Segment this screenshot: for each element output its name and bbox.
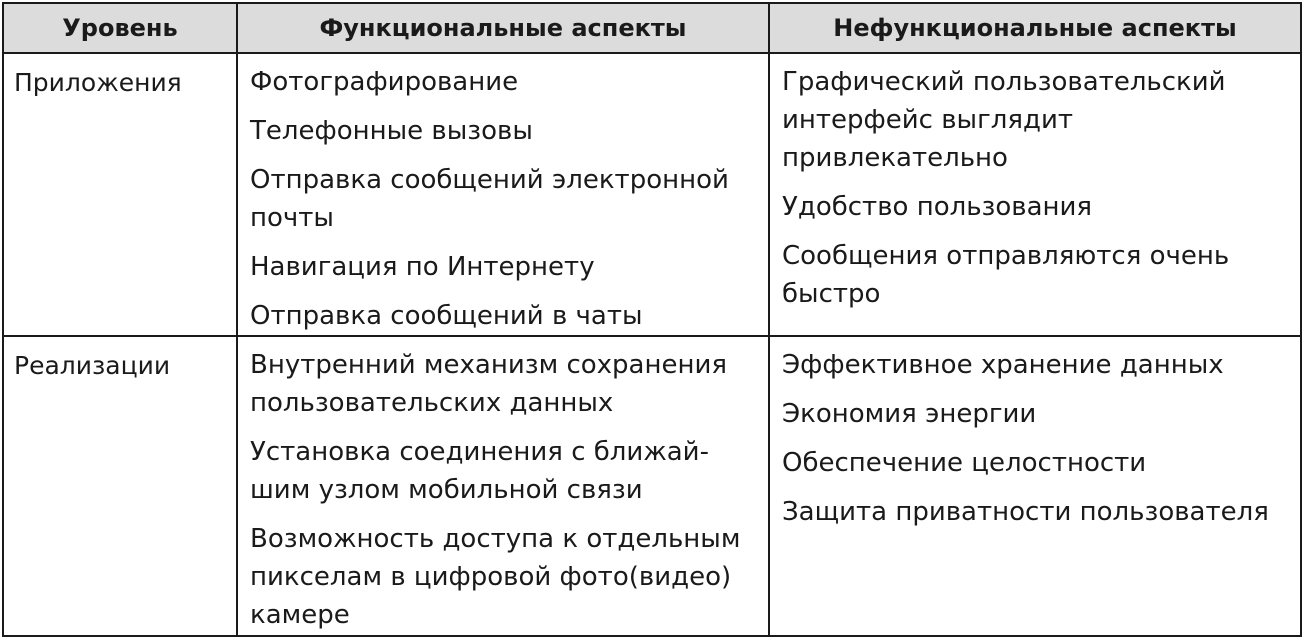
item-line: почты (250, 203, 334, 233)
item-line: Установка соединения с ближай- (250, 437, 709, 467)
level-cell: Реализации (3, 336, 237, 636)
list-item (782, 237, 1288, 313)
list-item (250, 297, 756, 335)
aspects-table (2, 2, 1302, 637)
item-line: Обеспечение целостности (782, 448, 1147, 478)
item-line: интерфейс выглядит (782, 105, 1074, 135)
functional-cell (237, 336, 769, 636)
item-line: пользовательских данных (250, 388, 614, 418)
item-line: Отправка сообщений электронной (250, 165, 729, 195)
list-item (250, 112, 756, 150)
item-line: Защита приватности пользователя (782, 497, 1269, 527)
list-item (250, 520, 756, 634)
list-item (250, 433, 756, 509)
item-line: Экономия энергии (782, 399, 1037, 429)
item-line: Возможность доступа к отдельным (250, 524, 741, 554)
item-line: Отправка сообщений в чаты (250, 301, 643, 331)
item-line: камере (250, 600, 350, 630)
item-line: Эффективное хранение данных (782, 350, 1224, 380)
item-line: пикселам в цифровой фото(видео) (250, 562, 732, 592)
header-functional: Функциональные аспекты (237, 3, 769, 53)
list-item (782, 444, 1288, 482)
item-line: Телефонные вызовы (250, 116, 533, 146)
item-line: Удобство пользования (782, 192, 1093, 222)
functional-cell (237, 53, 769, 336)
item-line: привлекательно (782, 143, 1008, 173)
list-item (782, 63, 1288, 177)
table-row-implementation (3, 336, 1301, 636)
nonfunctional-cell (769, 53, 1301, 336)
item-line: Фотографирование (250, 67, 519, 97)
list-item (250, 248, 756, 286)
item-line: Навигация по Интернету (250, 252, 595, 282)
list-item (782, 346, 1288, 384)
list-item (782, 188, 1288, 226)
list-item (250, 63, 756, 101)
header-level: Уровень (3, 3, 237, 53)
item-line: Сообщения отправляются очень (782, 241, 1230, 271)
item-line: Внутренний механизм сохранения (250, 350, 728, 380)
item-line: быстро (782, 279, 881, 309)
list-item (250, 346, 756, 422)
list-item (782, 395, 1288, 433)
header-row (3, 3, 1301, 53)
nonfunctional-cell (769, 336, 1301, 636)
list-item (250, 161, 756, 237)
header-nonfunctional: Нефункциональные аспекты (769, 3, 1301, 53)
list-item (782, 493, 1288, 531)
item-line: Графический пользовательский (782, 67, 1226, 97)
table-row-applications (3, 53, 1301, 336)
level-cell: Приложения (3, 53, 237, 336)
item-line: шим узлом мобильной связи (250, 475, 643, 505)
